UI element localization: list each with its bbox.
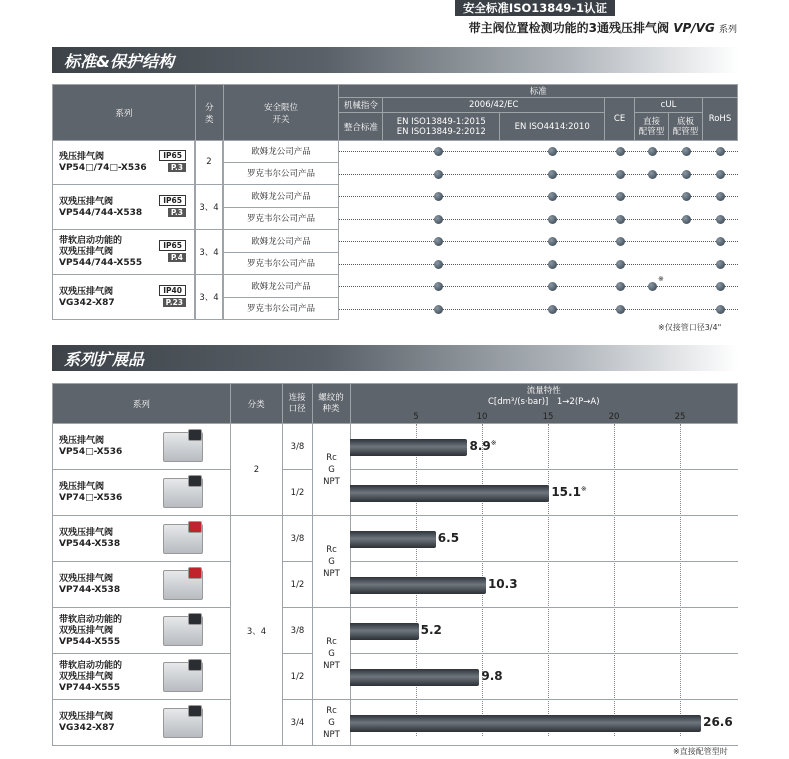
compliance-dot — [616, 237, 625, 246]
flow-bar — [350, 485, 549, 502]
flow-value-text: 8.9 — [469, 439, 491, 453]
flow-unit: C[dm³/(s·bar)] 1→2(P→A) — [488, 397, 600, 407]
flow-value-text: 15.1 — [551, 485, 581, 499]
category-cell: 3、4 — [195, 185, 223, 230]
port-cell: 3/8 — [282, 424, 312, 470]
compliance-dot — [716, 147, 725, 156]
section-expansion-header — [52, 345, 738, 371]
switch-cell-omron: 欧姆龙公司产品 — [223, 230, 339, 253]
col-harmonized: 整合标准 — [339, 113, 383, 141]
compliance-dot — [434, 237, 443, 246]
switch-cell-omron: 欧姆龙公司产品 — [223, 185, 339, 208]
product-image — [163, 432, 203, 462]
thread-type: G — [328, 717, 335, 728]
category-cell: 3、4 — [195, 230, 223, 275]
expansion-table-head — [52, 383, 738, 424]
col-standard: 标准 — [339, 85, 738, 98]
flow-value-label — [488, 577, 518, 591]
compliance-dot — [648, 170, 657, 179]
compliance-dot — [434, 215, 443, 224]
series-cell — [52, 140, 195, 185]
flow-value-star: ※ — [490, 439, 497, 447]
flow-bar — [350, 531, 436, 548]
series-name — [55, 712, 115, 734]
col2-thread: 螺纹的 种类 — [312, 384, 350, 424]
series-name — [55, 152, 147, 174]
compliance-dot — [616, 192, 625, 201]
flow-value-label — [551, 485, 586, 499]
product-image — [163, 524, 203, 554]
dot-line — [339, 309, 738, 310]
series-name-line: VP544-X555 — [59, 636, 121, 647]
switch-cell-omron: 欧姆龙公司产品 — [223, 275, 339, 298]
product-image — [163, 708, 203, 738]
col-cul: cUL — [635, 98, 703, 113]
col-iso4414: EN ISO4414:2010 — [500, 113, 605, 141]
port-cell: 3/8 — [282, 516, 312, 562]
thread-cell — [312, 424, 350, 516]
compliance-dot — [548, 260, 557, 269]
compliance-dot — [616, 260, 625, 269]
compliance-dot — [548, 305, 557, 314]
switch-cell-omron: 欧姆龙公司产品 — [223, 140, 339, 163]
section-standard-header — [52, 47, 738, 73]
page-subtitle — [469, 19, 737, 36]
compliance-dot — [548, 147, 557, 156]
product-image-solenoid — [188, 521, 202, 533]
compliance-dot — [434, 282, 443, 291]
switch-cell-rockwell: 罗克韦尔公司产品 — [223, 298, 339, 321]
flow-value-text: 6.5 — [437, 531, 460, 545]
series-name-line: VP744-X538 — [59, 585, 121, 595]
series-cell — [52, 700, 230, 746]
series-name — [55, 528, 120, 550]
col-rohs: RoHS — [702, 98, 737, 141]
compliance-dot — [682, 215, 691, 224]
product-image-solenoid — [188, 475, 202, 487]
series-name-line: VG342-X87 — [59, 297, 115, 308]
compliance-dot — [716, 170, 725, 179]
thread-cell — [312, 608, 350, 700]
series-cell — [52, 230, 195, 275]
series-name-line: 双残压排气阀 — [59, 712, 114, 722]
series-name-line: 双残压排气阀 — [59, 247, 114, 257]
product-image-solenoid — [188, 613, 202, 625]
thread-cell — [312, 700, 350, 746]
series-name-line: VG342-X87 — [59, 723, 115, 733]
category-cell: 3、4 — [230, 516, 282, 746]
series-cell — [52, 424, 230, 470]
product-image — [163, 570, 203, 600]
product-image — [163, 662, 203, 692]
axis-tick-label: 25 — [674, 412, 686, 422]
series-cell — [52, 275, 195, 320]
dot-line — [339, 219, 738, 220]
ip-rating-tag: IP40 — [159, 285, 186, 296]
product-image-solenoid — [188, 705, 202, 717]
series-name-line: 双残压排气阀 — [59, 528, 114, 538]
series-cell — [52, 562, 230, 608]
compliance-dot — [716, 282, 725, 291]
flow-bar — [350, 669, 479, 686]
flow-value-star: ※ — [580, 485, 587, 493]
star-mark: ※ — [658, 275, 664, 284]
product-image-solenoid — [188, 567, 202, 579]
col-direct: 直接 配管型 — [635, 113, 669, 141]
col2-port: 连接 口径 — [282, 384, 312, 424]
compliance-dot — [616, 282, 625, 291]
flow-value-label — [421, 623, 442, 637]
compliance-dot — [434, 260, 443, 269]
standard-table — [52, 84, 738, 141]
ip-rating-tag: IP65 — [159, 150, 186, 161]
series-name-line: VP544/744-X555 — [59, 258, 143, 268]
compliance-dot — [716, 192, 725, 201]
col-series: 系列 — [53, 85, 196, 141]
compliance-dot — [548, 282, 557, 291]
compliance-dot — [548, 170, 557, 179]
col-directive: 2006/42/EC — [383, 98, 605, 113]
series-name — [55, 287, 115, 309]
series-cell — [52, 608, 230, 654]
subtitle-text: 带主阀位置检测功能的3通残压排气阀 — [468, 21, 669, 35]
category-cell: 2 — [195, 140, 223, 185]
thread-type: Rc — [326, 705, 337, 716]
compliance-dot — [616, 215, 625, 224]
series-name-line: VP744-X555 — [59, 682, 121, 693]
axis-tick-label: 5 — [413, 412, 419, 422]
series-cell — [52, 654, 230, 700]
compliance-dot — [682, 147, 691, 156]
thread-type: NPT — [323, 660, 340, 671]
page-ref-tag: P.23 — [163, 298, 186, 307]
flow-value-label — [703, 715, 733, 729]
flow-value-text: 5.2 — [420, 623, 442, 637]
switch-cell-rockwell: 罗克韦尔公司产品 — [223, 253, 339, 276]
series-code: VP/VG — [673, 21, 715, 35]
compliance-dot — [616, 305, 625, 314]
ip-rating-tag: IP65 — [159, 240, 186, 251]
port-cell: 3/4 — [282, 700, 312, 746]
compliance-dot — [682, 192, 691, 201]
series-name — [55, 661, 122, 694]
series-suffix: 系列 — [718, 25, 737, 35]
col-machinery: 机械指令 — [339, 98, 383, 113]
series-name-line: 双残压排气阀 — [59, 574, 114, 584]
compliance-dot — [434, 305, 443, 314]
compliance-dot — [716, 305, 725, 314]
dot-line — [339, 241, 738, 242]
series-name-line: 残压排气阀 — [59, 436, 105, 446]
product-image-solenoid — [188, 659, 202, 671]
series-name — [55, 197, 142, 219]
series-name-line: 带软启动功能的 — [59, 660, 123, 671]
axis-tick-label: 20 — [608, 412, 620, 422]
dot-line — [339, 196, 738, 197]
axis-tick-label: 10 — [476, 412, 488, 422]
series-cell — [52, 185, 195, 230]
col-switch: 安全限位 开关 — [223, 85, 339, 141]
series-name-line: 残压排气阀 — [59, 151, 105, 162]
col-base: 底板 配管型 — [669, 113, 703, 141]
compliance-dot — [434, 147, 443, 156]
page-ref-tag: P.3 — [168, 208, 186, 217]
product-image — [163, 478, 203, 508]
col-category: 分 类 — [195, 85, 223, 141]
col-ce: CE — [605, 98, 635, 141]
flow-bar — [350, 577, 486, 594]
flow-title: 流量特性 — [526, 386, 561, 396]
port-cell: 1/2 — [282, 470, 312, 516]
category-cell: 2 — [230, 424, 282, 516]
section-standard-title: 标准&保护结构 — [64, 52, 174, 71]
col2-category: 分类 — [230, 384, 282, 424]
series-name-line: VP544/744-X538 — [59, 207, 143, 218]
product-image-solenoid — [188, 429, 202, 441]
flow-value-text: 26.6 — [703, 715, 733, 729]
flow-value-text: 9.8 — [481, 669, 503, 683]
flow-bar — [350, 623, 419, 640]
series-name-line: VP54□-X536 — [59, 447, 123, 457]
flow-value-label — [438, 531, 459, 545]
flow-value-text: 10.3 — [487, 577, 518, 591]
series-cell — [52, 516, 230, 562]
series-name-line: VP544-X538 — [59, 539, 121, 549]
ip-rating-tag: IP65 — [159, 195, 186, 206]
series-name — [55, 574, 120, 596]
compliance-dot — [616, 147, 625, 156]
category-cell: 3、4 — [195, 275, 223, 320]
thread-type: G — [328, 464, 335, 475]
flow-value-label — [481, 669, 502, 683]
certification-badge: 安全标准ISO13849-1认证 — [455, 0, 615, 16]
switch-cell-rockwell: 罗克韦尔公司产品 — [223, 163, 339, 186]
flow-bar — [350, 715, 701, 732]
switch-cell-rockwell: 罗克韦尔公司产品 — [223, 208, 339, 231]
compliance-dot — [648, 282, 657, 291]
series-name-line: 带软启动功能的 — [59, 614, 123, 625]
series-name — [55, 482, 122, 504]
port-cell: 1/2 — [282, 654, 312, 700]
series-name-line: 双残压排气阀 — [59, 671, 114, 682]
thread-type: G — [328, 556, 335, 567]
col2-series: 系列 — [53, 384, 231, 424]
series-name — [55, 436, 122, 458]
page-ref-tag: P.3 — [168, 163, 186, 172]
expansion-note: ※直接配管型时 — [673, 747, 728, 756]
compliance-dot — [434, 170, 443, 179]
thread-type: G — [328, 648, 335, 659]
series-name — [55, 615, 122, 648]
compliance-dot — [648, 147, 657, 156]
series-cell — [52, 470, 230, 516]
dot-line — [339, 151, 738, 152]
compliance-dot — [434, 192, 443, 201]
series-name-line: VP74□-X536 — [59, 493, 123, 503]
section-expansion-title: 系列扩展品 — [64, 350, 145, 369]
compliance-dot — [548, 237, 557, 246]
thread-type: NPT — [323, 568, 340, 579]
series-name-line: 双残压排气阀 — [59, 625, 114, 636]
thread-type: Rc — [326, 544, 337, 555]
thread-type: Rc — [326, 452, 337, 463]
thread-type: NPT — [323, 476, 340, 487]
compliance-dot — [716, 237, 725, 246]
dot-line — [339, 264, 738, 265]
standard-note: ※仅接管口径3/4" — [658, 323, 722, 332]
series-name-line: 双残压排气阀 — [59, 196, 114, 207]
compliance-dot — [616, 170, 625, 179]
compliance-dot — [716, 260, 725, 269]
port-cell: 3/8 — [282, 608, 312, 654]
page-ref-tag: P.4 — [168, 253, 186, 262]
col-iso13849: EN ISO13849-1:2015 EN ISO13849-2:2012 — [383, 113, 500, 141]
flow-bar — [350, 439, 467, 456]
compliance-dot — [548, 192, 557, 201]
series-name — [55, 236, 142, 269]
product-image — [163, 616, 203, 646]
series-name-line: VP54□/74□-X536 — [59, 162, 147, 173]
axis-tick-label: 15 — [542, 412, 554, 422]
dot-line — [339, 174, 738, 175]
thread-type: NPT — [323, 729, 340, 740]
flow-value-label — [469, 439, 496, 453]
compliance-dot — [682, 170, 691, 179]
thread-cell — [312, 516, 350, 608]
series-name-line: 带软启动功能的 — [59, 236, 123, 246]
series-name-line: 残压排气阀 — [59, 482, 105, 492]
thread-type: Rc — [326, 636, 337, 647]
dot-line — [339, 286, 738, 287]
compliance-dot — [716, 215, 725, 224]
port-cell: 1/2 — [282, 562, 312, 608]
compliance-dot — [548, 215, 557, 224]
series-name-line: 双残压排气阀 — [59, 286, 114, 297]
